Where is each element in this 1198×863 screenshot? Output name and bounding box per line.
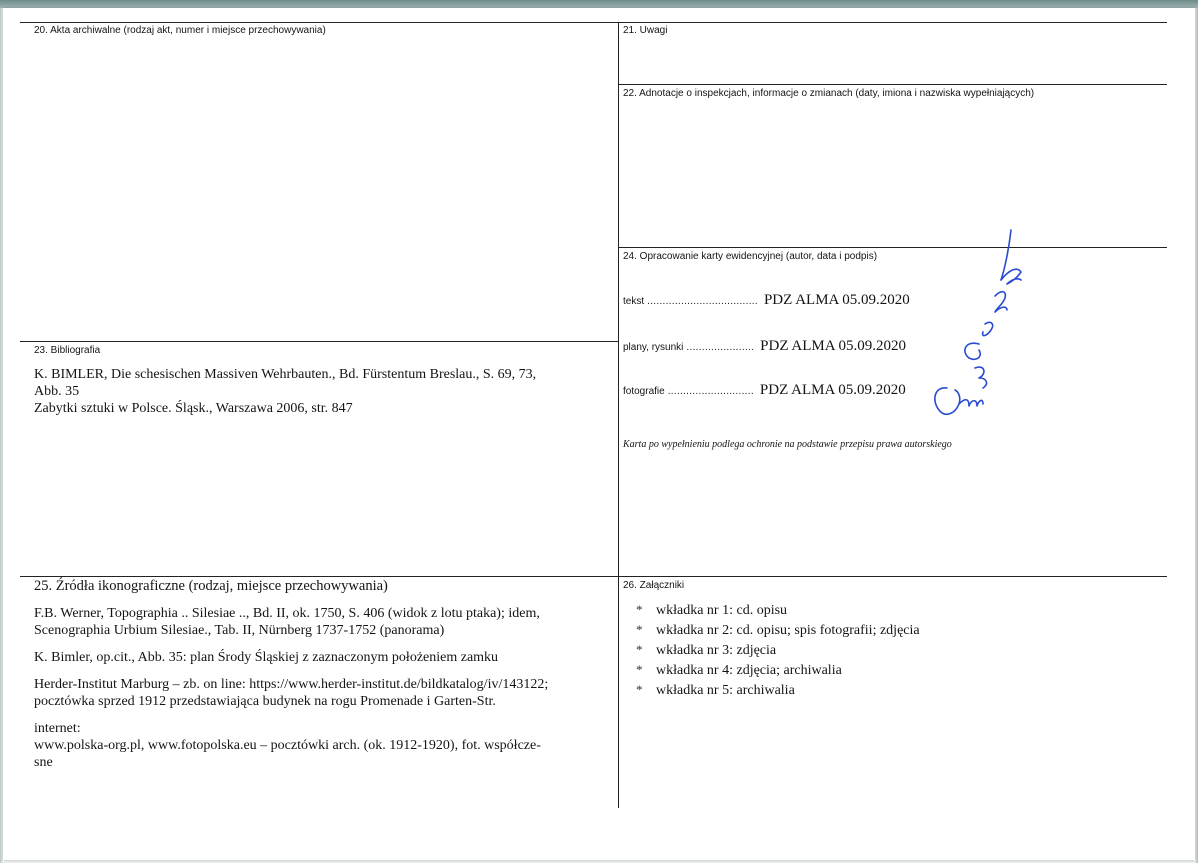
iconography-line: Scenographia Urbium Silesiae., Tab. II, Nürnberg 1737-1752 (panorama): [34, 623, 445, 638]
attachments-list: [636, 600, 920, 700]
field-21-label: 21. Uwagi: [623, 25, 668, 36]
rule-top: [20, 22, 1167, 23]
attachment-label: wkładka nr 4: zdjęcia; archiwalia: [656, 663, 842, 678]
card-row-dots: ......................: [686, 342, 755, 353]
card-row-plans: [623, 338, 906, 356]
card-row-key: fotografie: [623, 386, 665, 397]
handwritten-signature: [925, 228, 1035, 428]
card-row-value: PDZ ALMA 05.09.2020: [759, 382, 906, 398]
iconography-line: sne: [34, 755, 53, 770]
bibliography-line: K. BIMLER, Die schesischen Massiven Wehrbauten., Bd. Fürstentum Breslau., S. 69, 73,: [34, 367, 537, 382]
iconography-line: F.B. Werner, Topographia .. Silesiae .., Bd. II, ok. 1750, S. 406 (widok z lotu ptaka); idem,: [34, 606, 540, 621]
list-item: [636, 620, 920, 640]
attachment-label: wkładka nr 1: cd. opisu: [656, 603, 788, 618]
asterisk-icon: *: [636, 682, 643, 697]
iconography-line: K. Bimler, op.cit., Abb. 35: plan Środy Śląskiej z zaznaczonym położeniem zamku: [34, 650, 499, 665]
card-row-key: tekst: [623, 296, 645, 307]
iconography-text: [34, 605, 614, 781]
rule-bottom-sections: [20, 576, 1167, 577]
attachment-label: wkładka nr 5: archiwalia: [656, 683, 795, 698]
list-item: [636, 640, 920, 660]
card-row-photos: [623, 382, 906, 400]
rule-22-24: [618, 247, 1167, 248]
iconography-paragraph: [34, 649, 614, 666]
list-item: [636, 600, 920, 620]
list-item: [636, 680, 920, 700]
iconography-line: www.polska-org.pl, www.fotopolska.eu – pocztówki arch. (ok. 1912-1920), fot. współcze-: [34, 738, 541, 753]
field-25-label: 25. Źródła ikonograficzne (rodzaj, miejsce przechowywania): [34, 578, 388, 594]
bibliography-line: Abb. 35: [34, 384, 80, 399]
scan-top-band: [0, 0, 1198, 8]
asterisk-icon: *: [636, 662, 643, 677]
iconography-paragraph: [34, 676, 614, 710]
asterisk-icon: *: [636, 622, 643, 637]
iconography-line: pocztówka sprzed 1912 przedstawiająca budynek na rogu Promenade i Garten-Str.: [34, 694, 496, 709]
field-24-label: 24. Opracowanie karty ewidencyjnej (autor, data i podpis): [623, 251, 878, 262]
card-row-key: plany, rysunki: [623, 342, 684, 353]
iconography-line: internet:: [34, 721, 81, 736]
bibliography-text: [34, 366, 609, 417]
field-23-label: 23. Bibliografia: [34, 345, 101, 356]
rule-21-22: [618, 84, 1167, 85]
card-row-dots: ....................................: [647, 296, 758, 307]
rule-column-divider: [618, 22, 619, 808]
rule-20-23: [20, 341, 618, 342]
iconography-paragraph: [34, 720, 614, 771]
card-row-value: PDZ ALMA 05.09.2020: [760, 338, 906, 354]
field-20-label: 20. Akta archiwalne (rodzaj akt, numer i miejsce przechowywania): [34, 25, 326, 36]
card-row-value: PDZ ALMA 05.09.2020: [763, 292, 910, 308]
copyright-note: Karta po wypełnieniu podlega ochronie na podstawie przepisu prawa autorskiego: [623, 439, 952, 450]
attachment-label: wkładka nr 2: cd. opisu; spis fotografii; zdjęcia: [656, 623, 920, 638]
field-26-label: 26. Załączniki: [623, 580, 685, 591]
attachment-label: wkładka nr 3: zdjęcia: [656, 643, 777, 658]
field-22-label: 22. Adnotacje o inspekcjach, informacje o zmianach (daty, imiona i nazwiska wypełniających): [623, 88, 1035, 99]
asterisk-icon: *: [636, 602, 643, 617]
iconography-line: Herder-Institut Marburg – zb. on line: https://www.herder-institut.de/bildkatalog/iv/143122;: [34, 677, 549, 692]
asterisk-icon: *: [636, 642, 643, 657]
iconography-paragraph: [34, 605, 614, 639]
card-row-dots: ............................: [667, 386, 754, 397]
bibliography-line: Zabytki sztuki w Polsce. Śląsk., Warszawa 2006, str. 847: [34, 401, 353, 416]
list-item: [636, 660, 920, 680]
card-row-text: [623, 292, 910, 310]
